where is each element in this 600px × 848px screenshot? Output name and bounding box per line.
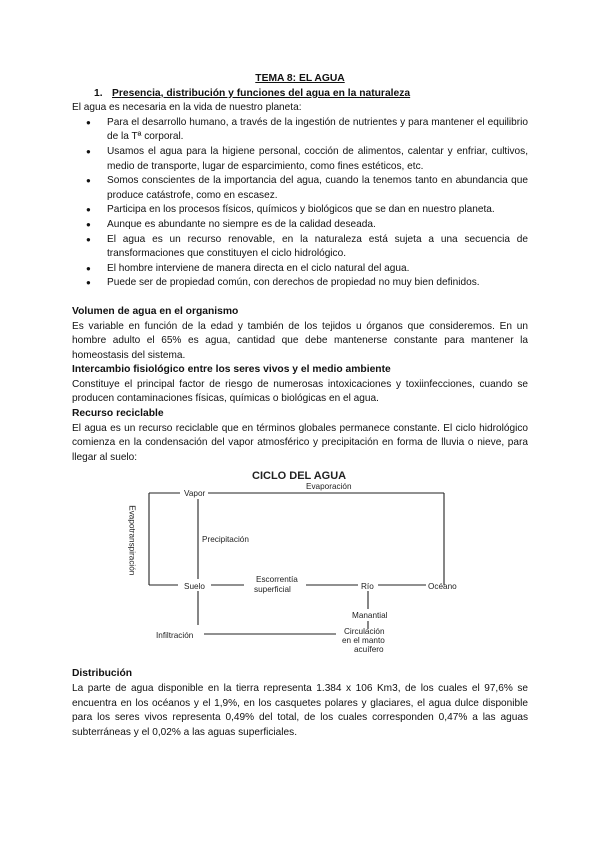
circulacion-label-3: acuífero — [354, 645, 384, 655]
list-item: ● Usamos el agua para la higiene personal, cocción de alimentos, calentar y enfriar, cultivos, medio de transporte, lugar de esparcimiento, como fines estéticos, etc. — [98, 145, 528, 174]
volumen-heading: Volumen de agua en el organismo — [72, 305, 239, 317]
oceano-label: Océano — [428, 582, 457, 592]
distribucion-heading: Distribución — [72, 668, 133, 680]
section-title — [94, 87, 528, 102]
recurso-heading: Recurso reciclable — [72, 408, 164, 420]
list-item: ● Puede ser de propiedad común, con derechos de propiedad no muy bien definidos. — [98, 276, 528, 291]
vapor-label: Vapor — [184, 489, 206, 499]
bullet-list — [72, 116, 528, 291]
intercambio-heading: Intercambio fisiológico entre los seres vivos y el medio ambiente — [72, 364, 391, 376]
circulacion-label-1: Circulación — [344, 627, 385, 637]
list-item: ● Participa en los procesos físicos, químicos y biológicos que se dan en nuestro planeta. — [98, 203, 528, 218]
infiltracion-label: Infiltración — [156, 631, 194, 641]
document-title: TEMA 8: EL AGUA — [255, 73, 345, 84]
manantial-label: Manantial — [352, 611, 388, 621]
evapotranspiracion-label: Evapotranspiración — [127, 505, 137, 576]
section-title-text: Presencia, distribución y funciones del agua en la naturaleza — [112, 87, 411, 99]
list-item: ● El hombre interviene de manera directa en el ciclo natural del agua. — [98, 262, 528, 277]
precipitacion-label: Precipitación — [202, 535, 249, 545]
intro-text: El agua es necesaria en la vida de nuestro planeta: — [72, 102, 302, 114]
list-item: ● Para el desarrollo humano, a través de la ingestión de nutrientes y para mantener el equilibrio de la Tª corporal. — [98, 116, 528, 145]
diagram-title: CICLO DEL AGUA — [252, 470, 347, 483]
escorrentia-label-2: superficial — [254, 585, 291, 595]
escorrentia-label-1: Escorrentía — [256, 575, 298, 585]
list-item: ● Aunque es abundante no siempre es de la calidad deseada. — [98, 218, 528, 233]
section-number: 1. — [94, 87, 103, 99]
circulacion-label-2: en el manto — [342, 636, 385, 646]
list-item: ● Somos conscientes de la importancia del agua, cuando la tenemos tanto en abundancia que produce catástrofe, como en escasez. — [98, 174, 528, 203]
water-cycle-diagram — [72, 467, 528, 667]
recurso-text: El agua es un recurso reciclable que en términos globales permanece constante. El ciclo hidrológico comienza en la condensación del vapor atmosférico y precipitación en forma de lluvia o nieve, para llegar al suelo: — [72, 422, 528, 463]
water-cycle-lines — [72, 467, 528, 667]
suelo-label: Suelo — [184, 582, 205, 592]
document-page — [72, 72, 528, 740]
volumen-text: Es variable en función de la edad y también de los tejidos u órganos que consideremos. En un hombre adulto el 65% es agua, cantidad que debe mantenerse constante para mantener la homeostasis del sistema. — [72, 320, 528, 361]
distribucion-text: La parte de agua disponible en la tierra representa 1.384 x 106 Km3, de los cuales el 97,6% se encuentra en los océanos y el 1,9%, en los casquetes polares y glaciares, el agua dulce disponible para los seres vivos representa 0,49% del total, de los cuales corresponden 0,47% a las aguas subterráneas y el 0,02% a las aguas superficiales. — [72, 683, 528, 738]
list-item: ● El agua es un recurso renovable, en la naturaleza está sujeta a una secuencia de transformaciones que constituyen el ciclo hidrológico. — [98, 233, 528, 262]
intercambio-text: Constituye el principal factor de riesgo de numerosas intoxicaciones y toxiinfecciones, cuando se producen contaminaciones físicas, químicas o biológicas en el agua. — [72, 378, 528, 405]
evaporacion-label: Evaporación — [306, 482, 352, 492]
rio-label: Río — [361, 582, 374, 592]
